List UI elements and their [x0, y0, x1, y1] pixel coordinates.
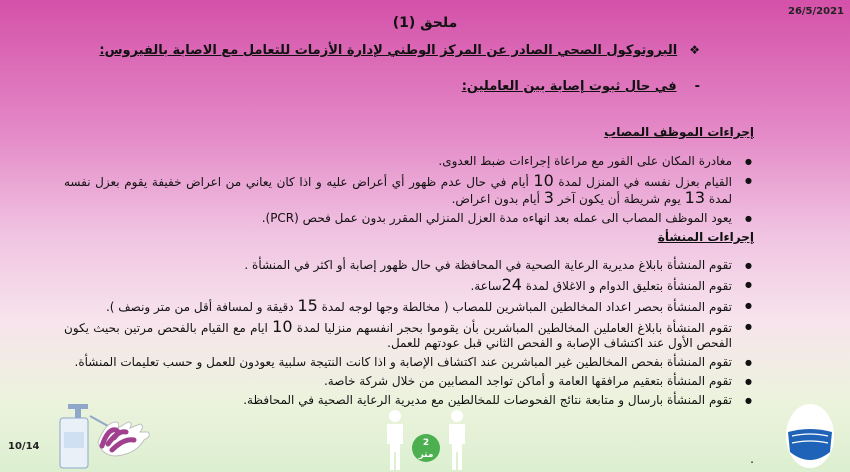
list-item: ● تقوم المنشأة بتعليق الدوام و الاغلاق لمدة 24ساعة. — [64, 277, 754, 294]
case-heading — [462, 79, 700, 94]
list-item: ● تقوم المنشأة بابلاغ مديرية الرعاية الصحية في المحافظة في حال ظهور إصابة أو اكثر في المنشأة . — [64, 258, 754, 273]
protocol-heading-text: البروتوكول الصحي الصادر عن المركز الوطني لإدارة الأزمات للتعامل مع الاصابة بالفيروس: — [99, 43, 678, 58]
case-heading-text: في حال ثبوت إصابة بين العاملين: — [461, 79, 677, 94]
dash-bullet: - — [694, 79, 700, 94]
list-item: ● مغادرة المكان على الفور مع مراعاة إجراءات ضبط العدوى. — [64, 154, 754, 169]
employee-procedures-list — [64, 154, 754, 230]
trailing-dot: . — [750, 452, 754, 466]
list-item: ● القيام بعزل نفسه في المنزل لمدة 10 أيام في حال عدم ظهور أي أعراض عليه و اذا كان يعاني من اعراض خفيفة يقوم بعزل نفسه لمدة 13 يوم شريطة أن يكون آخر 3 أيام بدون اعراض. — [64, 173, 754, 207]
distance-number: 2 — [422, 438, 430, 448]
page-number: 10/14 — [8, 441, 40, 452]
list-item: ● تقوم المنشأة بابلاغ العاملين المخالطين المباشرين بأن يقوموا بحجر انفسهم منزليا لمدة 10 ايام مع القيام بالفحص مرتين بحيث يكون الفحص الأول عند اكتشاف الإصابة و الفحص الثاني قبل عودتهم للعمل. — [64, 319, 754, 351]
protocol-heading — [99, 43, 700, 58]
facility-section-title: إجراءات المنشأة — [657, 230, 754, 244]
facility-procedures-list — [64, 258, 754, 412]
diamond-bullet-icon: ❖ — [689, 43, 700, 57]
list-item: ● تقوم المنشأة بارسال و متابعة نتائج الفحوصات للمخالطين مع مديرية الرعاية الصحية في المحافظة. — [64, 393, 754, 408]
date-label: 26/5/2021 — [787, 6, 844, 17]
appendix-title: ملحق (1) — [392, 15, 458, 31]
employee-section-title: إجراءات الموظف المصاب — [604, 125, 754, 139]
list-item: ● تقوم المنشأة بتعقيم مرافقها العامة و أماكن تواجد المصابين من خلال شركة خاصة. — [64, 374, 754, 389]
face-mask-icon — [782, 402, 838, 470]
distance-unit: متر — [418, 450, 434, 460]
list-item: ● يعود الموظف المصاب الى عمله بعد انهاءه مدة العزل المنزلي المقرر بدون عمل فحص (PCR). — [64, 211, 754, 226]
social-distance-icon — [383, 408, 473, 472]
list-item: ● تقوم المنشأة بفحص المخالطين غير المباشرين عند اكتشاف الإصابة و اذا كانت النتيجة سلبية يعودون للعمل و حسب تعليمات المنشأة. — [64, 355, 754, 370]
sanitizer-gloves-icon — [50, 402, 155, 470]
list-item: ● تقوم المنشأة بحصر اعداد المخالطين المباشرين للمصاب ( مخالطة وجها لوجه لمدة 15 دقيقة و لمسافة أقل من متر ونصف ). — [64, 298, 754, 315]
